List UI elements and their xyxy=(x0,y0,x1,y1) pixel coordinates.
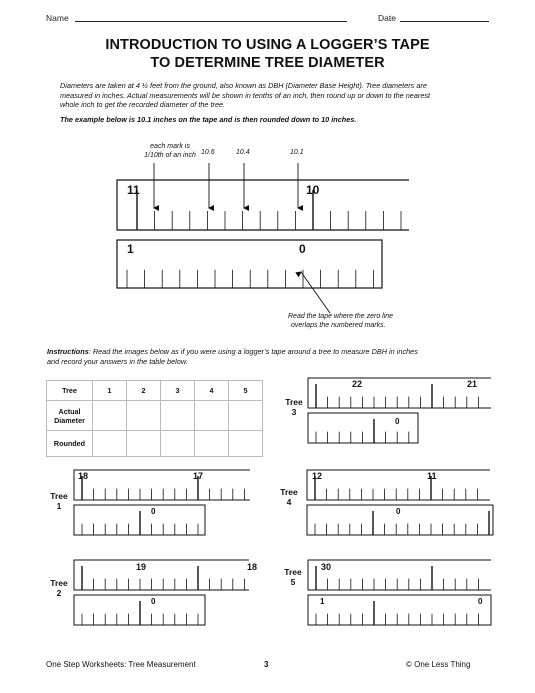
tree-2-label: Tree 2 xyxy=(50,578,68,598)
table-header-3: 3 xyxy=(161,381,195,401)
example-bottom-number-1: 1 xyxy=(127,242,134,256)
tree-4-zero: 0 xyxy=(396,507,401,516)
row-label-rounded: Rounded xyxy=(47,431,93,457)
tree-3-number-b: 21 xyxy=(467,379,478,389)
tree-1-number-a: 18 xyxy=(78,471,89,481)
tree-2-number-b: 18 xyxy=(247,562,258,572)
arrow-label-10-4: 10.4 xyxy=(236,149,250,156)
example-arrows xyxy=(154,163,330,313)
tree-2-zero: 0 xyxy=(151,597,156,606)
tree-4-number-a: 12 xyxy=(312,471,323,481)
table-header-tree: Tree xyxy=(47,381,93,401)
tape-border xyxy=(74,470,250,500)
answer-cell-actual-1[interactable] xyxy=(93,401,127,431)
intro-line3: whole inch to get the recorded diameter of the tree. xyxy=(60,100,226,109)
footer-right: © One Less Thing xyxy=(406,660,471,669)
example-statement: The example below is 10.1 inches on the tape and is then rounded down to 10 inches. xyxy=(60,115,357,124)
tape-border xyxy=(308,560,491,590)
arrow-label-10-1: 10.1 xyxy=(290,149,304,156)
answer-cell-actual-2[interactable] xyxy=(127,401,161,431)
intro-line2: measured in inches. Actual measurements will be shown in tenths of an inch, then round up or down to the nearest xyxy=(60,90,431,100)
arrow-label-10-6: 10.6 xyxy=(201,149,215,156)
answer-cell-rounded-3[interactable] xyxy=(161,431,195,457)
tree-2-number-a: 19 xyxy=(136,562,147,572)
example-top-number-10: 10 xyxy=(306,183,320,197)
name-label: Name xyxy=(46,13,69,23)
answer-cell-actual-5[interactable] xyxy=(229,401,263,431)
tree-4-label: Tree 4 xyxy=(280,487,298,507)
tree-5-number-a: 30 xyxy=(321,562,332,572)
page-title-line2: TO DETERMINE TREE DIAMETER xyxy=(150,55,385,71)
tree-1-zero: 0 xyxy=(151,507,156,516)
tape-border xyxy=(308,413,418,443)
example-bottom-tape xyxy=(117,240,382,288)
example-top-tape xyxy=(117,180,409,230)
instructions-line2: and record your answers in the table below. xyxy=(47,356,188,366)
answer-cell-actual-3[interactable] xyxy=(161,401,195,431)
answer-cell-actual-4[interactable] xyxy=(195,401,229,431)
tape-border xyxy=(117,240,382,288)
table-header-2: 2 xyxy=(127,381,161,401)
mark-note: each mark is 1/10th of an inch xyxy=(144,143,196,159)
date-label: Date xyxy=(378,13,396,23)
answer-cell-rounded-4[interactable] xyxy=(195,431,229,457)
table-header-4: 4 xyxy=(195,381,229,401)
tree-3-zero: 0 xyxy=(395,417,400,426)
tree-5-bottom-1: 1 xyxy=(320,597,325,606)
table-header-5: 5 xyxy=(229,381,263,401)
answer-table xyxy=(46,380,263,457)
answer-cell-rounded-1[interactable] xyxy=(93,431,127,457)
instructions-line1: Instructions: Read the images below as if you were using a logger’s tape around a tree to measure DBH in inches xyxy=(47,347,418,356)
tape-border xyxy=(74,560,249,590)
intro-line1: Diameters are taken at 4 ½ feet from the ground, also known as DBH (Diameter Base Height). Tree diameters are xyxy=(60,81,427,90)
footer-left: One Step Worksheets: Tree Measurement xyxy=(46,660,196,669)
tree-1-label: Tree 1 xyxy=(50,491,68,511)
tape-border xyxy=(307,470,490,500)
page-title-line1: INTRODUCTION TO USING A LOGGER’S TAPE xyxy=(105,37,430,53)
tree-5-bottom-0: 0 xyxy=(478,597,483,606)
tree-5-label: Tree 5 xyxy=(284,567,302,587)
tree-3-number-a: 22 xyxy=(352,379,363,389)
tape-border xyxy=(117,180,409,230)
table-header-1: 1 xyxy=(93,381,127,401)
tree-1-number-b: 17 xyxy=(193,471,204,481)
read-arrow xyxy=(301,272,330,313)
example-bottom-number-0: 0 xyxy=(299,242,306,256)
read-note: Read the tape where the zero line overlaps the numbered marks. xyxy=(288,313,394,329)
tape-border xyxy=(308,378,491,408)
answer-cell-rounded-2[interactable] xyxy=(127,431,161,457)
example-top-number-11: 11 xyxy=(127,183,140,197)
row-label-actual-diameter: Actual Diameter xyxy=(47,401,93,431)
footer-page-number: 3 xyxy=(264,660,269,669)
tree-4-number-b: 11 xyxy=(427,471,437,481)
tape-border xyxy=(308,595,491,625)
tree-3-label: Tree 3 xyxy=(285,397,303,417)
answer-cell-rounded-5[interactable] xyxy=(229,431,263,457)
